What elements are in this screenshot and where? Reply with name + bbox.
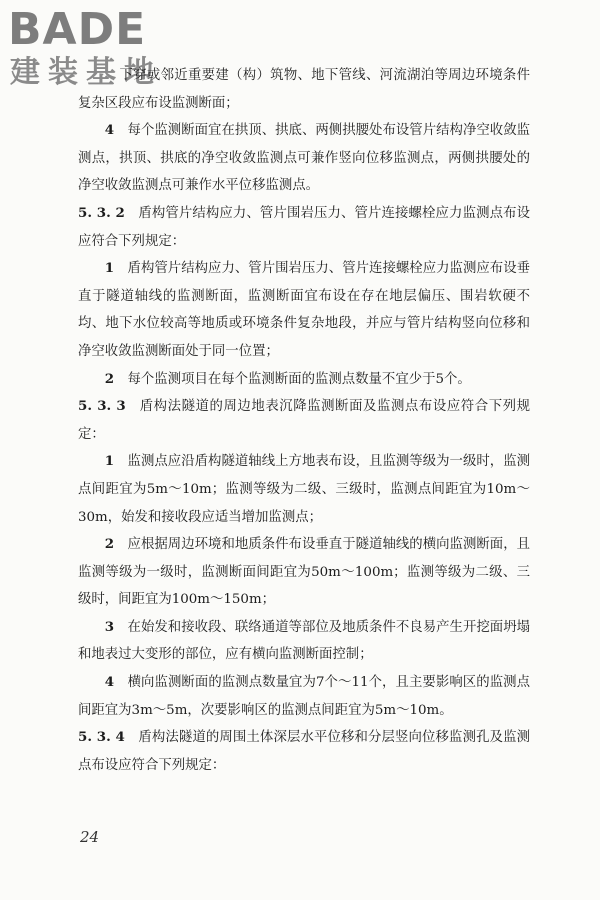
page-number: 24: [80, 828, 100, 846]
item-number: 1: [104, 453, 115, 470]
list-item: [78, 255, 530, 365]
section-clause: [78, 724, 530, 779]
document-body: [78, 62, 530, 779]
list-item: [78, 531, 530, 614]
section-clause: [78, 200, 530, 255]
item-number: 2: [104, 536, 115, 553]
section-clause: [78, 393, 530, 448]
list-item: [78, 366, 530, 394]
item-number: 2: [104, 370, 115, 387]
item-text: 盾构管片结构应力、管片围岩压力、管片连接螺栓应力监测应布设垂直于隧道轴线的监测断面，监测断面宜布设在存在地层偏压、围岩软硬不均、地下水位较高等地质或环境条件复杂地段，并应与管片结构竖向位移和净空收敛监测断面处于同一位置；: [78, 261, 530, 359]
item-text: 应根据周边环境和地质条件布设垂直于隧道轴线的横向监测断面，且监测等级为一级时，监测断面间距宜为50m～100m；监测等级为二级、三级时，间距宜为100m～150m；: [78, 537, 530, 608]
logo-wordmark: BADE: [8, 4, 147, 55]
item-number: 4: [104, 122, 115, 139]
paragraph-continuation: [78, 62, 530, 117]
section-text: 盾构法隧道的周围土体深层水平位移和分层竖向位移监测孔及监测点布设应符合下列规定：: [78, 730, 530, 773]
logo-subtitle: 建装基地: [10, 55, 162, 90]
section-number: 5. 3. 3: [78, 398, 126, 415]
item-number: 3: [104, 618, 115, 635]
section-text: 盾构管片结构应力、管片围岩压力、管片连接螺栓应力监测点布设应符合下列规定：: [78, 205, 530, 249]
item-text: 横向监测断面的监测点数量宜为7个～11个，且主要影响区的监测点间距宜为3m～5m，次要影响区的监测点间距宜为5m～10m。: [78, 675, 530, 718]
item-number: 4: [104, 674, 115, 691]
section-number: 5. 3. 4: [78, 729, 125, 746]
item-text: 每个监测项目在每个监测断面的监测点数量不宜少于5个。: [127, 371, 471, 387]
list-item: [78, 448, 530, 531]
list-item: [78, 669, 530, 724]
list-item: [78, 117, 530, 200]
section-number: 5. 3. 2: [78, 204, 125, 221]
item-text: 在始发和接收段、联络通道等部位及地质条件不良易产生开挖面坍塌和地表过大变形的部位，应有横向监测断面控制；: [78, 619, 530, 663]
item-text: 每个监测断面宜在拱顶、拱底、两侧拱腰处布设管片结构净空收敛监测点，拱顶、拱底的净空收敛监测点可兼作竖向位移监测点，两侧拱腰处的净空收敛监测点可兼作水平位移监测点。: [78, 123, 530, 194]
section-text: 盾构法隧道的周边地表沉降监测断面及监测点布设应符合下列规定：: [78, 399, 531, 442]
list-item: [78, 614, 530, 669]
paragraph-text: 下穿或邻近重要建（构）筑物、地下管线、河流湖泊等周边环境条件复杂区段应布设监测断面；: [78, 68, 530, 111]
item-number: 1: [104, 260, 115, 277]
item-text: 监测点应沿盾构隧道轴线上方地表布设，且监测等级为一级时，监测点间距宜为5m～10m；监测等级为二级、三级时，监测点间距宜为10m～30m，始发和接收段应适当增加监测点；: [78, 454, 530, 525]
